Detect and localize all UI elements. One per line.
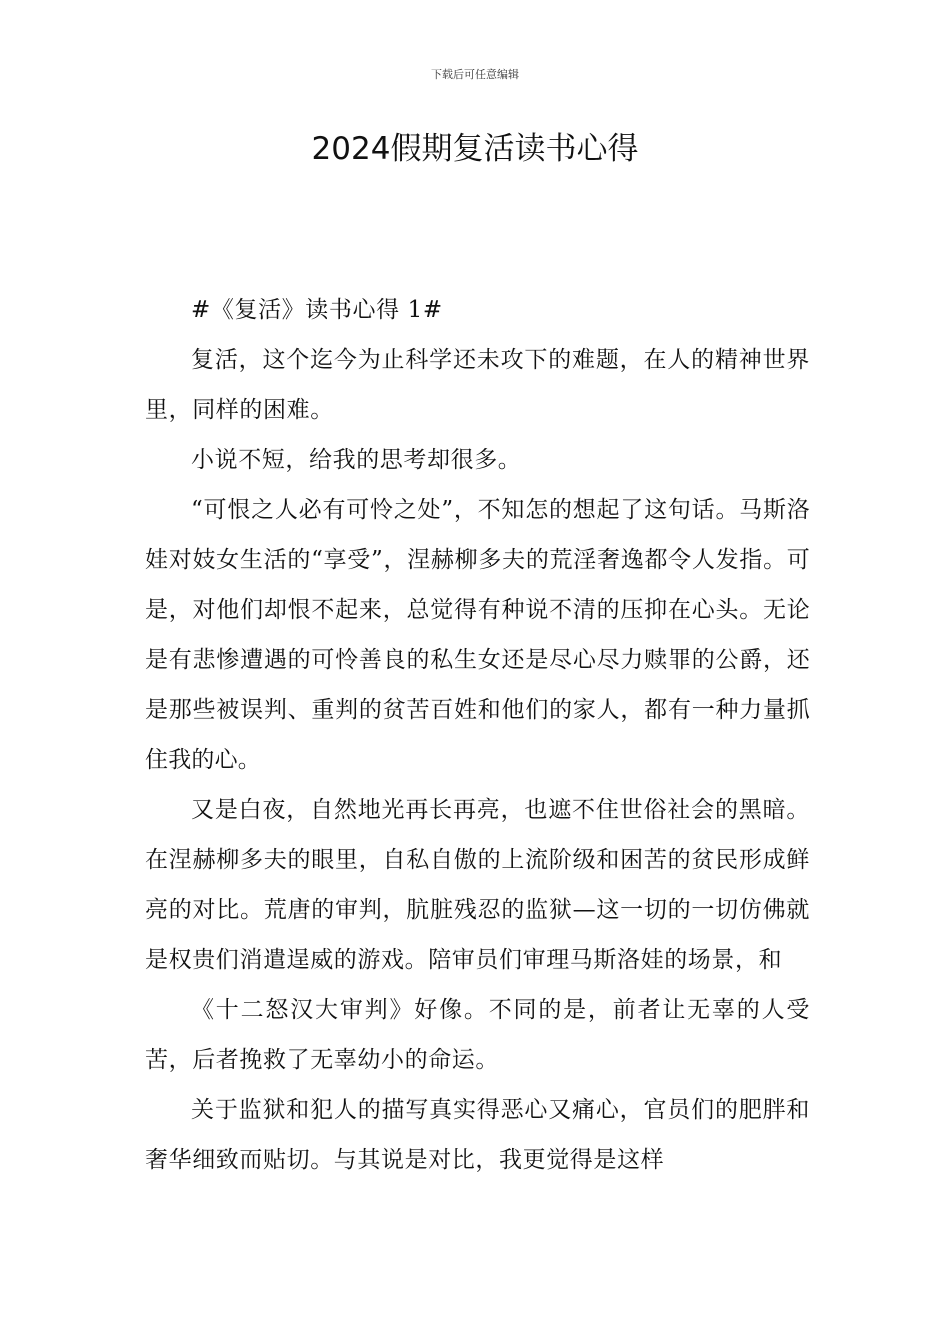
paragraph: 复活，这个迄今为止科学还未攻下的难题，在人的精神世界里，同样的困难。 bbox=[145, 347, 810, 423]
paragraph: 又是白夜，自然地光再长再亮，也遮不住世俗社会的黑暗。在涅赫柳多夫的眼里，自私自傲的上流阶级和困苦的贫民形成鲜亮的对比。荒唐的审判，肮脏残忍的监狱—这一切的一切仿佛就是权贵们消遣逞威的游戏。陪审员们审理马斯洛娃的场景，和 bbox=[145, 797, 810, 973]
document-title: 2024假期复活读书心得 bbox=[311, 131, 639, 167]
header-note: 下载后可任意编辑 bbox=[431, 68, 519, 81]
paragraph: 小说不短，给我的思考却很多。 bbox=[191, 447, 522, 473]
paragraph: “可恨之人必有可怜之处”，不知怎的想起了这句话。马斯洛娃对妓女生活的“享受”，涅赫柳多夫的荒淫奢逸都令人发指。可是，对他们却恨不起来，总觉得有种说不清的压抑在心头。无论是有悲惨遭遇的可怜善良的私生女还是尽心尽力赎罪的公爵，还是那些被误判、重判的贫苦百姓和他们的家人，都有一种力量抓住我的心。 bbox=[145, 497, 810, 773]
section-heading: #《复活》读书心得 1# bbox=[191, 297, 443, 323]
paragraph: 关于监狱和犯人的描写真实得恶心又痛心，官员们的肥胖和奢华细致而贴切。与其说是对比，我更觉得是这样 bbox=[145, 1097, 810, 1173]
paragraph: 《十二怒汉大审判》好像。不同的是，前者让无辜的人受苦，后者挽救了无辜幼小的命运。 bbox=[145, 997, 810, 1073]
document-body bbox=[145, 285, 810, 1185]
